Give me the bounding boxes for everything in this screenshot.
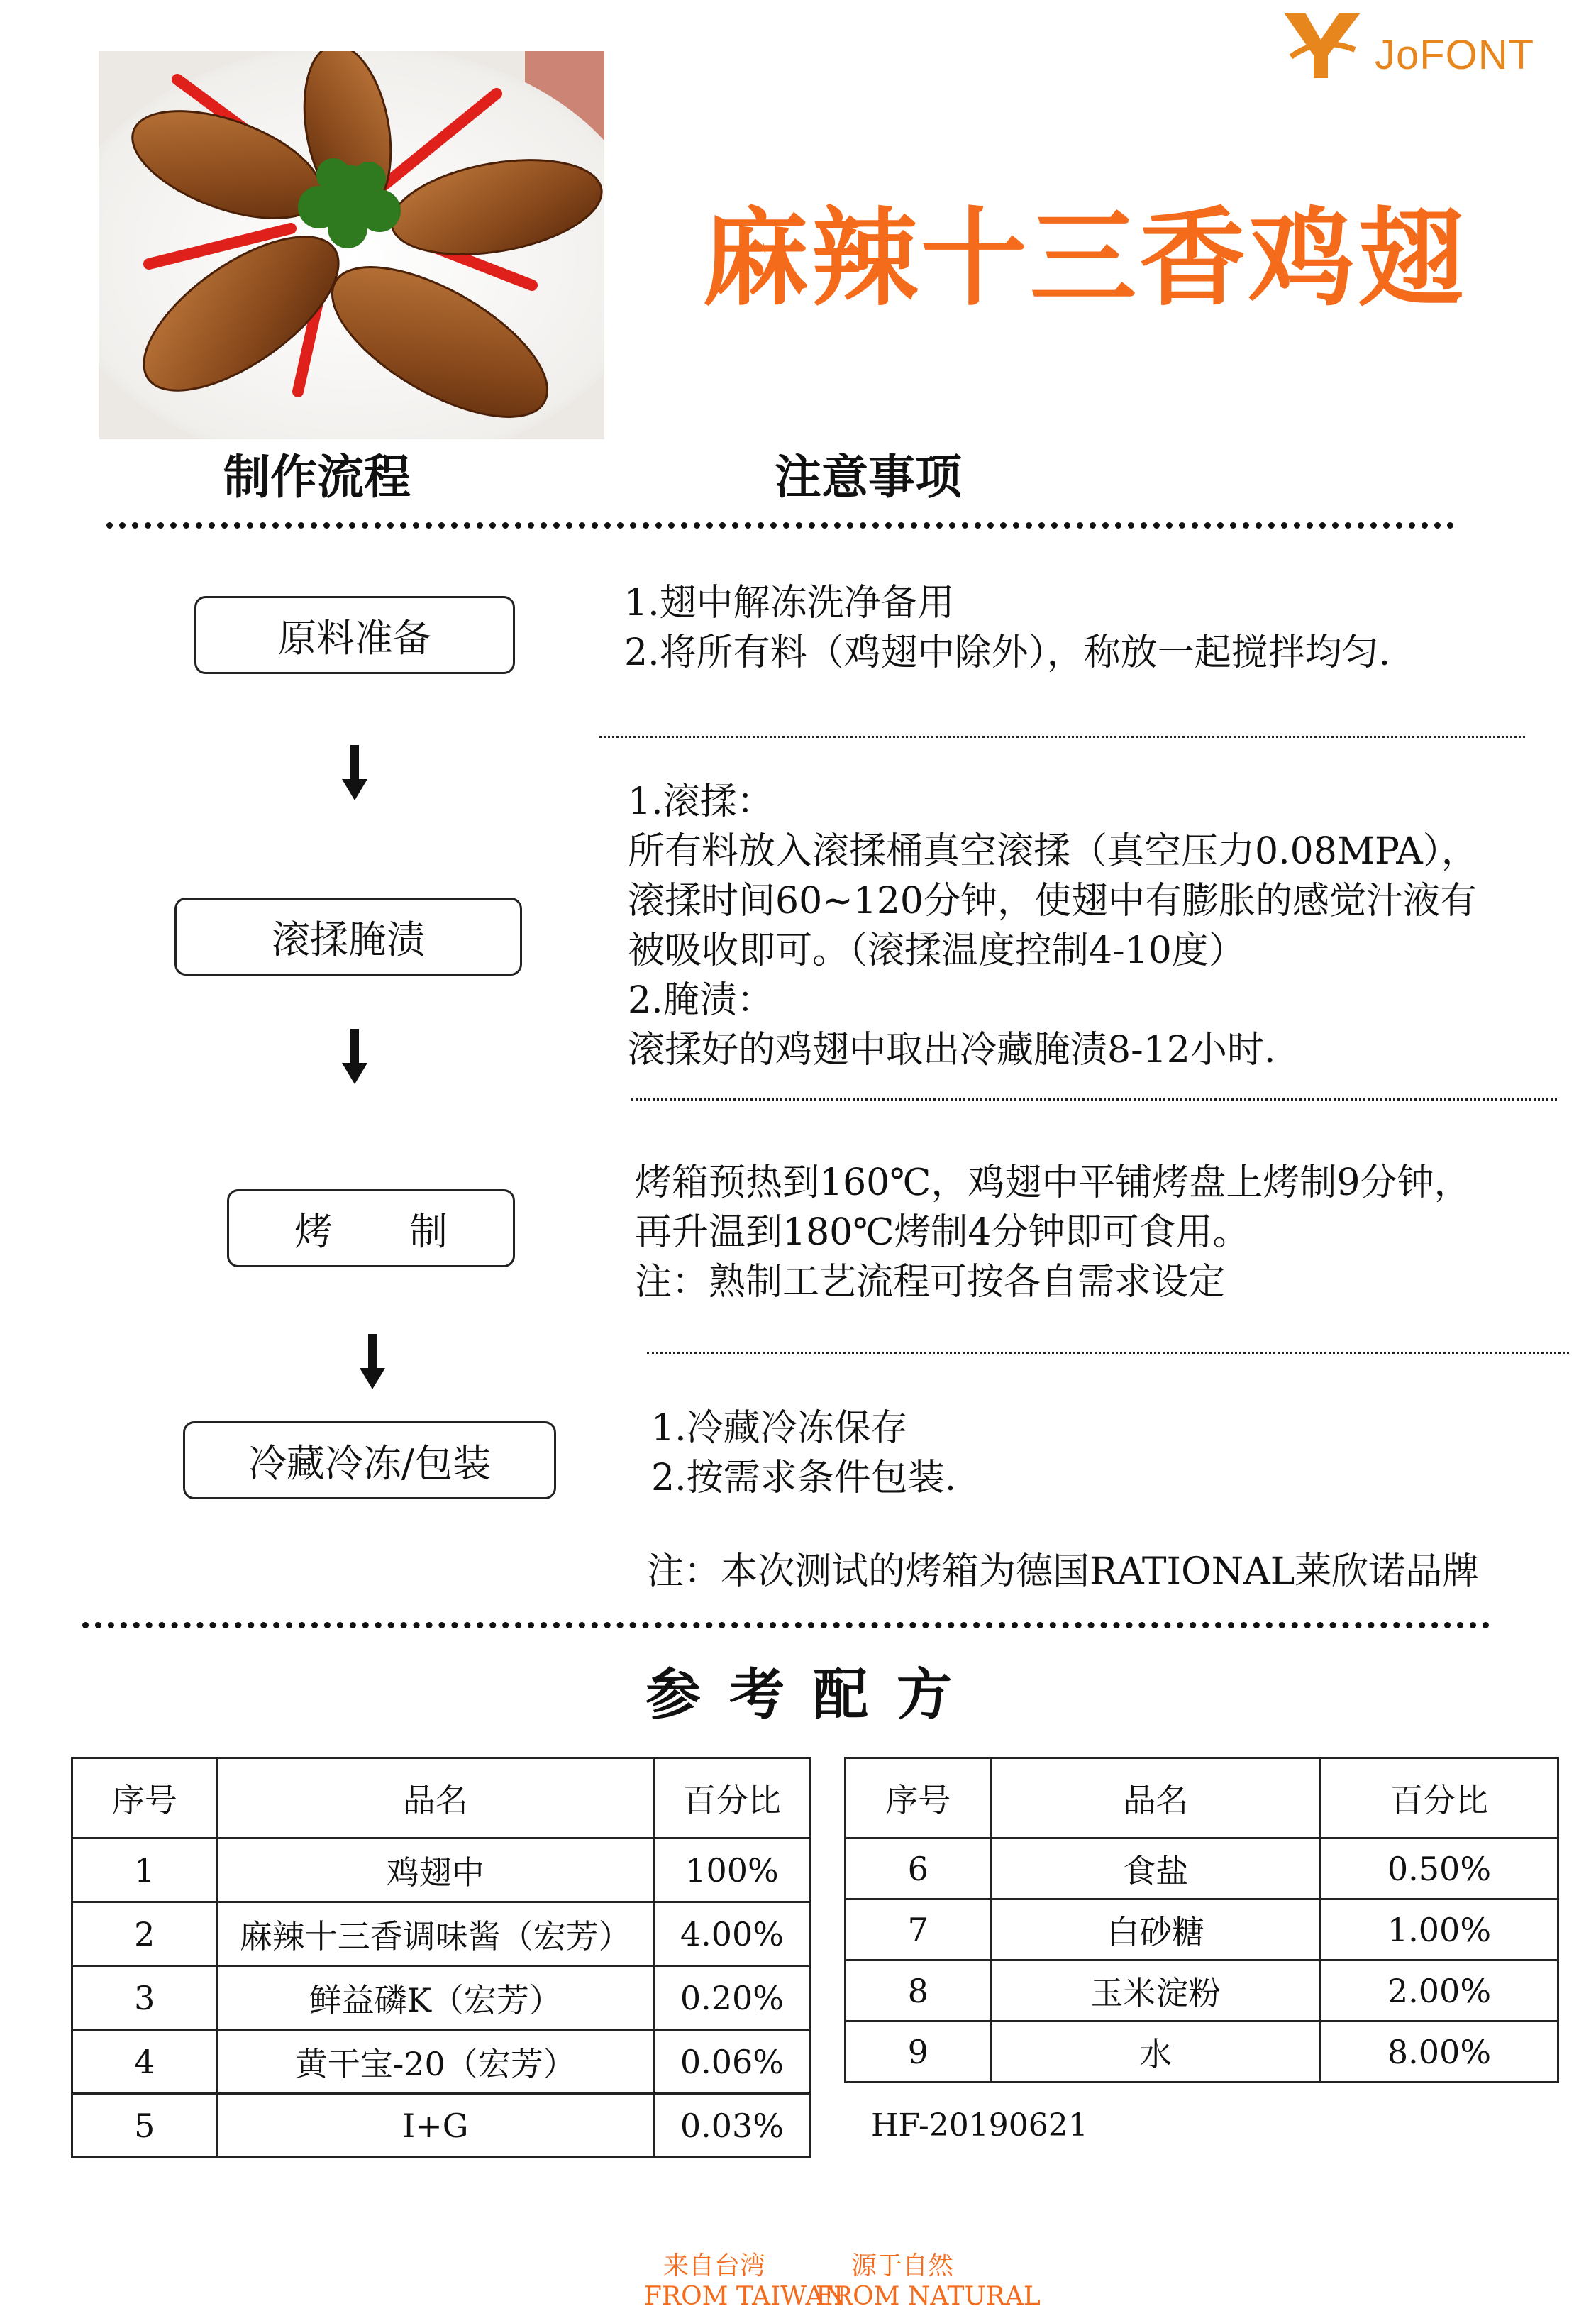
- divider-formula: [82, 1622, 1490, 1628]
- step-box-1: [194, 596, 515, 674]
- step-notes-4: [651, 1403, 956, 1503]
- header-index: 序号: [846, 1758, 991, 1838]
- table-row: [72, 1902, 811, 1966]
- cell-name: I+G: [217, 2094, 653, 2158]
- cell-name: 白砂糖: [991, 1899, 1321, 1960]
- cell-index: 6: [846, 1838, 991, 1899]
- cell-index: 8: [846, 1960, 991, 2022]
- table-row: [846, 1838, 1558, 1899]
- cell-percent: 2.00%: [1320, 1960, 1558, 2022]
- step-notes-2: [628, 777, 1478, 1075]
- brand-logo: [1277, 7, 1535, 85]
- table-row: [72, 2030, 811, 2094]
- down-arrow-icon: [358, 1334, 387, 1391]
- note-line: 2.将所有料（鸡翅中除外），称放一起搅拌均匀.: [624, 631, 1391, 674]
- notes-heading: 注意事项: [775, 450, 962, 504]
- cell-percent: 100%: [653, 1838, 810, 1902]
- step-label-2: 滚揉腌渍: [272, 917, 425, 962]
- note-line: 1.翅中解冻洗净备用: [624, 582, 955, 624]
- cell-percent: 0.50%: [1320, 1838, 1558, 1899]
- header-name: 品名: [991, 1758, 1321, 1838]
- note-line: 注：熟制工艺流程可按各自需求设定: [635, 1261, 1226, 1303]
- step-notes-1: [624, 578, 1390, 678]
- cell-percent: 4.00%: [653, 1902, 810, 1966]
- header-percent: 百分比: [1320, 1758, 1558, 1838]
- down-arrow-icon: [340, 1029, 369, 1086]
- chicken-wings-photo: [99, 51, 604, 439]
- cell-index: 7: [846, 1899, 991, 1960]
- cell-name: 麻辣十三香调味酱（宏芳）: [217, 1902, 653, 1966]
- cell-index: 2: [72, 1902, 218, 1966]
- header-index: 序号: [72, 1758, 218, 1838]
- brand-name: JoFONT: [1375, 32, 1535, 78]
- table-row: [72, 2094, 811, 2158]
- down-arrow-icon: [340, 745, 369, 802]
- note-line: 1.冷藏冷冻保存: [651, 1407, 908, 1450]
- divider-top: [106, 522, 1454, 529]
- table-row: [846, 2022, 1558, 2083]
- step-box-3: [227, 1189, 515, 1267]
- cell-index: 3: [72, 1966, 218, 2030]
- cell-index: 4: [72, 2030, 218, 2094]
- formula-title: 参考配方: [645, 1663, 981, 1727]
- note-line: 滚揉好的鸡翅中取出冷藏腌渍8-12小时.: [628, 1029, 1276, 1071]
- table-row: [72, 1838, 811, 1902]
- cell-name: 鲜益磷K（宏芳）: [217, 1966, 653, 2030]
- cell-percent: 0.20%: [653, 1966, 810, 2030]
- cell-index: 9: [846, 2022, 991, 2083]
- step-label-4: 冷藏冷冻/包装: [248, 1440, 492, 1486]
- brand-logo-mark: [1277, 7, 1369, 85]
- cell-percent: 8.00%: [1320, 2022, 1558, 2083]
- cell-index: 5: [72, 2094, 218, 2158]
- table-row: [846, 1899, 1558, 1960]
- table-header-row: [846, 1758, 1558, 1838]
- formula-code: HF-20190621: [871, 2107, 1088, 2144]
- header-percent: 百分比: [653, 1758, 810, 1838]
- cell-percent: 1.00%: [1320, 1899, 1558, 1960]
- note-line: 2.腌渍：: [628, 979, 774, 1022]
- note-line: 1.滚揉：: [628, 781, 774, 823]
- divider-notes-2: [631, 1098, 1557, 1101]
- footer-cn-2: 源于自然: [851, 2251, 954, 2280]
- header-name: 品名: [217, 1758, 653, 1838]
- step-box-4: [183, 1421, 556, 1499]
- table-header-row: [72, 1758, 811, 1838]
- footer-en-1: FROM TAIWAN: [644, 2282, 846, 2311]
- cell-name: 食盐: [991, 1838, 1321, 1899]
- cell-percent: 0.03%: [653, 2094, 810, 2158]
- table-row: [846, 1960, 1558, 2022]
- formula-table-right: [844, 1757, 1559, 2083]
- cell-name: 水: [991, 2022, 1321, 2083]
- cell-name: 玉米淀粉: [991, 1960, 1321, 2022]
- formula-table-left: [71, 1757, 811, 2158]
- note-line: 滚揉时间60~120分钟，使翅中有膨胀的感觉汁液有: [628, 880, 1477, 922]
- cell-percent: 0.06%: [653, 2030, 810, 2094]
- process-heading: 制作流程: [223, 450, 411, 504]
- divider-notes-3: [647, 1352, 1569, 1354]
- step-box-2: [174, 898, 522, 976]
- note-line: 2.按需求条件包装.: [651, 1457, 957, 1499]
- note-line: 所有料放入滚揉桶真空滚揉（真空压力0.08MPA），: [628, 830, 1478, 873]
- step-label-3: 烤 制: [294, 1208, 448, 1254]
- footer-cn-1: 来自台湾: [663, 2251, 766, 2280]
- page-title: 麻辣十三香鸡翅: [702, 197, 1468, 321]
- footer-en-2: FROM NATURAL: [816, 2282, 1041, 2311]
- step-notes-3: [635, 1158, 1471, 1307]
- note-line: 再升温到180℃烤制4分钟即可食用。: [635, 1211, 1250, 1254]
- oven-note: 注：本次测试的烤箱为德国RATIONAL莱欣诺品牌: [647, 1550, 1480, 1593]
- cell-name: 黄干宝-20（宏芳）: [217, 2030, 653, 2094]
- note-line: 烤箱预热到160℃，鸡翅中平铺烤盘上烤制9分钟，: [635, 1162, 1471, 1204]
- step-label-1: 原料准备: [278, 615, 431, 661]
- table-row: [72, 1966, 811, 2030]
- cell-index: 1: [72, 1838, 218, 1902]
- cell-name: 鸡翅中: [217, 1838, 653, 1902]
- note-line: 被吸收即可。（滚揉温度控制4-10度）: [628, 930, 1246, 972]
- divider-notes-1: [599, 736, 1525, 738]
